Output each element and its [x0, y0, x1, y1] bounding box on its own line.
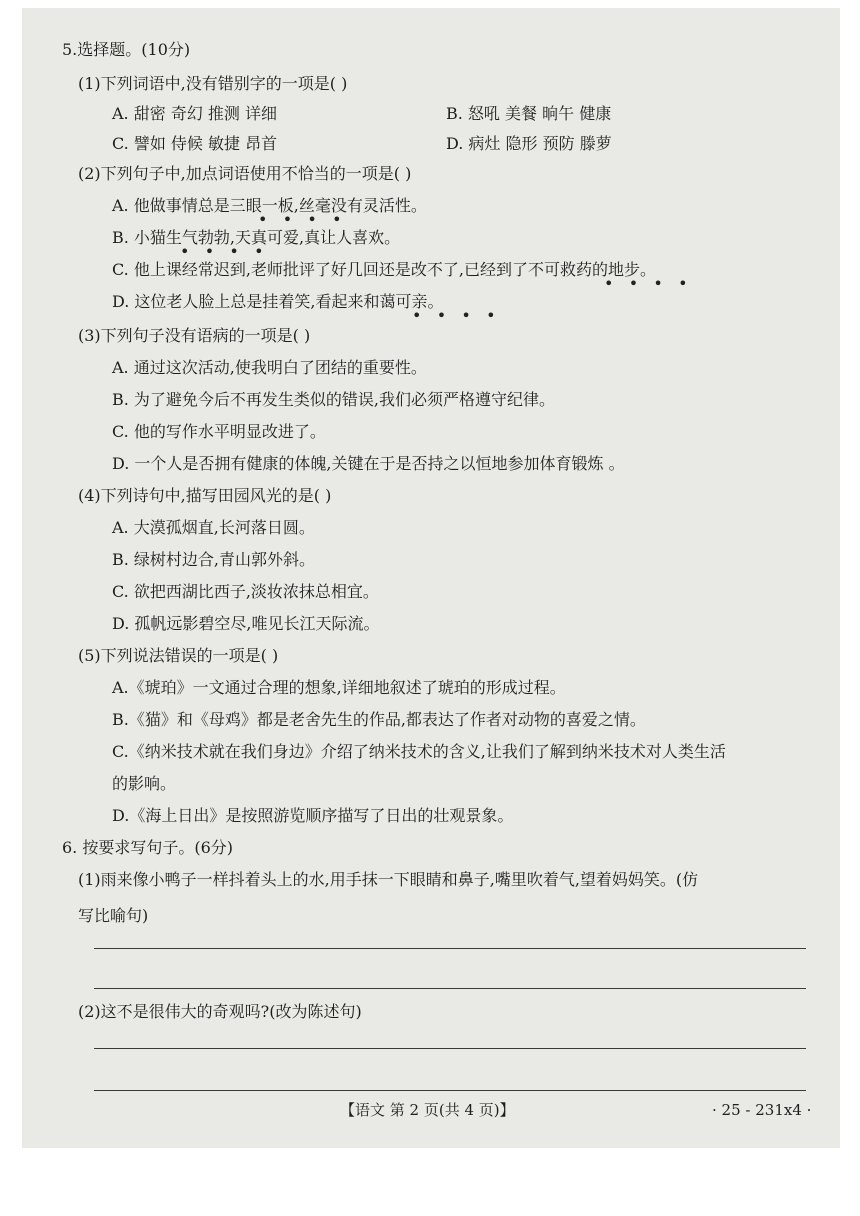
q5-5-option-a: A.《琥珀》一文通过合理的想象,详细地叙述了琥珀的形成过程。 — [112, 678, 566, 697]
q5-3-option-a: A. 通过这次活动,使我明白了团结的重要性。 — [112, 358, 427, 377]
emphasis-dots-d: • • • • — [412, 306, 496, 325]
q5-2-option-a: A. 他做事情总是三眼一板,丝毫没有灵活性。 — [112, 196, 427, 215]
answer-line-4[interactable] — [94, 1090, 806, 1091]
exam-code: · 25 - 231x4 · — [712, 1101, 812, 1119]
q5-3-option-b: B. 为了避免今后不再发生类似的错误,我们必须严格遵守纪律。 — [112, 390, 556, 409]
q5-5-option-c-line2: 的影响。 — [112, 774, 177, 793]
emphasis-dots-c: • • • • — [604, 274, 688, 293]
q5-4-option-c: C. 欲把西湖比西子,淡妆浓抹总相宜。 — [112, 582, 379, 601]
q5-heading: 5.选择题。(10分) — [62, 40, 191, 59]
q5-5-option-b: B.《猫》和《母鸡》都是老舍先生的作品,都表达了作者对动物的喜爱之情。 — [112, 710, 646, 729]
q5-5-option-d: D.《海上日出》是按照游览顺序描写了日出的壮观景象。 — [112, 806, 514, 825]
q5-4-option-d: D. 孤帆远影碧空尽,唯见长江天际流。 — [112, 614, 380, 633]
q5-3-stem: (3)下列句子没有语病的一项是( ) — [78, 326, 311, 345]
q5-2-stem: (2)下列句子中,加点词语使用不恰当的一项是( ) — [78, 164, 412, 183]
q5-1-option-d: D. 病灶 隐形 预防 滕萝 — [446, 134, 612, 153]
q6-1-line1: (1)雨来像小鸭子一样抖着头上的水,用手抹一下眼睛和鼻子,嘴里吹着气,望着妈妈笑。(仿 — [78, 870, 699, 889]
answer-line-2[interactable] — [94, 988, 806, 989]
q6-1-line2: 写比喻句) — [78, 906, 149, 925]
q6-2-line: (2)这不是很伟大的奇观吗?(改为陈述句) — [78, 1002, 362, 1021]
q5-2-option-c: C. 他上课经常迟到,老师批评了好几回还是改不了,已经到了不可救药的地步。 — [112, 260, 657, 279]
emphasis-dots-a: • • • • — [258, 210, 342, 229]
q5-4-stem: (4)下列诗句中,描写田园风光的是( ) — [78, 486, 332, 505]
answer-line-3[interactable] — [94, 1048, 806, 1049]
q5-1-row2 — [22, 134, 840, 154]
q5-5-option-c-line1: C.《纳米技术就在我们身边》介绍了纳米技术的含义,让我们了解到纳米技术对人类生活 — [112, 742, 726, 761]
q5-2-option-d: D. 这位老人脸上总是挂着笑,看起来和蔼可亲。 — [112, 292, 444, 311]
q5-1-stem: (1)下列词语中,没有错别字的一项是( ) — [78, 74, 348, 93]
q5-1-row1 — [22, 104, 840, 124]
emphasis-dots-b: • • • • — [180, 242, 264, 261]
q5-3-option-c: C. 他的写作水平明显改进了。 — [112, 422, 326, 441]
q6-heading: 6. 按要求写句子。(6分) — [62, 838, 234, 857]
exam-sheet — [22, 8, 840, 1148]
exam-page — [22, 8, 840, 1148]
q5-2-option-b: B. 小猫生气勃勃,天真可爱,真让人喜欢。 — [112, 228, 401, 247]
q5-5-stem: (5)下列说法错误的一项是( ) — [78, 646, 279, 665]
q5-1-option-a: A. 甜密 奇幻 推测 详细 — [112, 104, 277, 123]
answer-line-1[interactable] — [94, 948, 806, 949]
q5-4-option-a: A. 大漠孤烟直,长河落日圆。 — [112, 518, 315, 537]
page-footer: 【语文 第 2 页(共 4 页)】 — [340, 1101, 515, 1119]
q5-4-option-b: B. 绿树村边合,青山郭外斜。 — [112, 550, 316, 569]
q5-3-option-d: D. 一个人是否拥有健康的体魄,关键在于是否持之以恒地参加体育锻炼 。 — [112, 454, 625, 473]
q5-1-option-c: C. 譬如 侍候 敏捷 昂首 — [112, 134, 278, 153]
q5-1-option-b: B. 怒吼 美餐 晌午 健康 — [446, 104, 612, 123]
